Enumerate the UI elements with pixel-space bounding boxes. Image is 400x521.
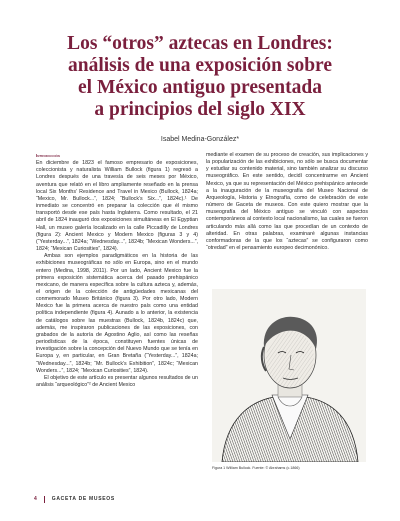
paragraph-2: Ambas son ejemplos paradigmáticos en la historia de las exhibiciones museográficas no sólo en Europa, sino en el mundo entero (Medina, 1998, 2011). Por un lado, Ancient Mexico fue la primera exposición sistemática acerca del pasado prehispánico mexicano, de manera específica sobre la cultura azteca y, además, el origen de la colección de antigüedades mexicanas del conmemorado Museo Británico (figura 3). Por otro lado, Modern Mexico fue la primera acerca de nuestro país como una entidad política independiente (figura 4). Aunado a lo anterior, la existencia de catálogos sobre las muestras (Bullock, 1824b, 1824c) que, además, me inspiraron publicaciones de las exposiciones, con grabados de la autoría de Agostino Aglio, así como las reseñas periodísticas de la época, constituyen fuentes únicas de investigación sobre la concepción del Nuevo Mundo que se tenía en Europa y, en particular, en Gran Bretaña (“Yesterday...”, 1824a; “Wednesday...”, 1824b; “Mr. Bullock’s Exhibition”, 1824c; “Mexican Wonders...”, 1824; “Mexican Curiosities”, 1824).: [36, 253, 198, 374]
author-name: Isabel Medina-González*: [160, 136, 240, 143]
section-label: Introducción: [36, 153, 60, 158]
page-footer: [34, 494, 374, 504]
page-number: 4: [34, 496, 37, 502]
title-line-3: el México antiguo presentada: [78, 77, 322, 98]
article-title: [20, 33, 380, 121]
footer-divider: [44, 496, 45, 503]
portrait-figure: [212, 289, 366, 462]
title-line-2: análisis de una exposición sobre: [67, 55, 333, 76]
portrait-engraving: [212, 289, 366, 462]
title-line-4: a principios del siglo XIX: [94, 99, 306, 120]
figure-caption: Figura 1 William Bullock. Fuente: © Abrahams (c.1866): [212, 466, 300, 470]
paragraph-3: El objetivo de este artículo es presentar algunos resultados de un análisis “arqueológico”² de Ancient Mexico: [36, 374, 198, 388]
right-column: [206, 152, 368, 252]
title-line-1: Los “otros” aztecas en Londres:: [67, 33, 333, 54]
paragraph-1: En diciembre de 1823 el famoso empresario de exposiciones, coleccionista y naturalista William Bullock (figura 1) regresó a Londres después de una travesía de seis meses por México, aventura que relató en el libro ampliamente reseñado en la prensa local Six Months’ Residence and Travel in Mexico (Bullock, 1824a; “Mexico, Mr. Bullock...”, 1824; “Bullock’s Six...”, 1824c).¹ De inmediato se concentró en preparar la colección que él mismo transportó desde ese país hasta Inglaterra. Como resultado, el 21 abril de 1824 inauguró dos exposiciones simultáneas en El Egyptian Hall, un museo galería localizado en la calle Piccadilly de Londres (figura 2): Ancient Mexico y Modern Mexico (figuras 3 y 4) (“Yesterday...”, 1824a; “Wednesday...”, 1824b; “Mexican Wonders...”, 1824; “Mexican Curiosities”, 1824).: [36, 160, 198, 253]
left-column: [36, 152, 198, 389]
paragraph-right-1: mediante el examen de su proceso de creación, sus implicaciones y la popularización de las exhibiciones, no sólo se busca documentar y estudiar su contenido material, sino también analizar su discurso museográfico. En este sentido, decidí concentrarme en Ancient Mexico, ya que su representación del México prehispánico antecede a la inauguración de la museografía del Museo Nacional de Arqueología, Historia y Etnografía, como de celebración de este número de Gaceta de museos. Con este quiero mostrar que la museografía del México antiguo se vinculó con aspectos contemporáneos al contexto local nacionalismo, las cuales se fueron articulando más allá como las que procedían de un contexto de alteridad. En otras palabras, examinaré algunas instancias conformadoras de la que los “aztecas” se configuraron como “otredad” en el pensamiento europeo decimonónico.: [206, 152, 368, 252]
journal-name: GACETA DE MUSEOS: [51, 496, 115, 502]
